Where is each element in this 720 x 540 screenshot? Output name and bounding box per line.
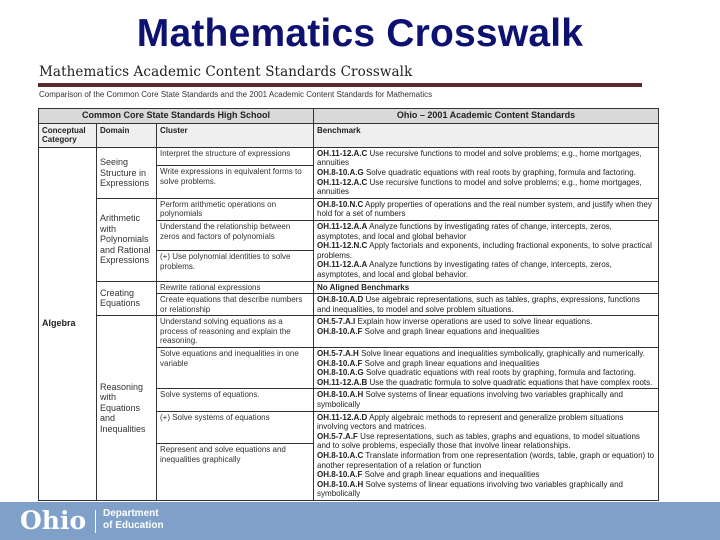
benchmark-text: Translate information from one representation (words, table, graph or equation) to another representation of a relation or function [317, 451, 655, 470]
crosswalk-document [38, 64, 658, 499]
table-row [39, 147, 659, 165]
benchmark-item [317, 359, 655, 369]
benchmark-code: OH.8-10.N.C [317, 199, 364, 209]
benchmark-code: OH.8-10.A.H [317, 390, 364, 400]
cluster-cell: (+) Use polynomial identities to solve problems. [157, 251, 314, 281]
benchmark-item [317, 470, 655, 480]
benchmark-cell [314, 220, 659, 281]
benchmark-cell [314, 281, 659, 294]
benchmark-item [317, 178, 655, 197]
benchmark-item [317, 241, 655, 260]
benchmark-code: OH.11-12.N.C [317, 241, 368, 251]
benchmark-text: No Aligned Benchmarks [317, 282, 410, 292]
logo-divider [95, 510, 96, 533]
table-body [39, 147, 659, 500]
benchmark-item [317, 327, 655, 337]
benchmark-item [317, 295, 655, 314]
benchmark-code: OH.8-10.A.G [317, 167, 364, 177]
cluster-cell: Rewrite rational expressions [157, 281, 314, 294]
column-header-domain: Domain [97, 123, 157, 147]
benchmark-text: Solve and graph linear equations and inequalities [364, 470, 540, 480]
benchmark-text: Use recursive functions to model and solve problems; e.g., home mortgages, annuities [317, 148, 642, 168]
cluster-cell: Perform arithmetic operations on polynomials [157, 198, 314, 220]
benchmark-text: Solve linear equations and inequalities symbolically, graphically and numerically. [361, 349, 645, 359]
benchmark-cell [314, 316, 659, 348]
benchmark-code: OH.11-12.A.B [317, 377, 368, 387]
document-subtitle: Comparison of the Common Core State Standards and the 2001 Academic Content Standards for Mathematics [39, 90, 433, 99]
cluster-cell: Understand the relationship between zeros and factors of polynomials [157, 220, 314, 250]
benchmark-item [317, 317, 655, 327]
ohio-logo: Ohio [20, 506, 87, 535]
table-row [39, 198, 659, 220]
benchmark-text: Solve systems of linear equations involving two variables graphically and symbolically [317, 390, 623, 410]
domain-cell: Reasoning with Equations and Inequalities [97, 316, 157, 501]
cluster-cell: (+) Solve systems of equations [157, 411, 314, 443]
group-header-ohio: Ohio – 2001 Academic Content Standards [314, 109, 659, 124]
benchmark-item [317, 200, 655, 219]
benchmark-item [317, 168, 655, 178]
benchmark-item [317, 480, 655, 499]
benchmark-code: OH.11-12.A.C [317, 148, 368, 158]
benchmark-code: OH.11-12.A.C [317, 177, 368, 187]
cluster-cell: Solve equations and inequalities in one variable [157, 348, 314, 389]
document-title: Mathematics Academic Content Standards Crosswalk [39, 64, 413, 80]
benchmark-code: OH.5-7.A.F [317, 431, 358, 441]
benchmark-cell [314, 147, 659, 198]
benchmark-item [317, 413, 655, 432]
benchmark-code: OH.8-10.A.D [317, 295, 364, 305]
benchmark-item [317, 260, 655, 279]
benchmark-text: Apply factorials and exponents, including fractional exponents, to solve practical problems. [317, 241, 652, 260]
benchmark-text: Solve systems of linear equations involving two variables graphically and symbolically [317, 479, 623, 499]
title-rule [38, 83, 642, 87]
benchmark-code: OH.5-7.A.I [317, 317, 356, 327]
benchmark-cell [314, 294, 659, 316]
domain-cell: Seeing Structure in Expressions [97, 147, 157, 198]
benchmark-text: Apply properties of operations and the real number system, and justify when they hold for a set of numbers [317, 199, 652, 219]
benchmark-text: Analyze functions by investigating rates of change, intercepts, zeros, asymptotes, and local and global behavior. [317, 260, 612, 279]
benchmark-item [317, 149, 655, 168]
slide-title: Mathematics Crosswalk [136, 12, 584, 55]
benchmark-text: Use algebraic representations, such as tables, graphs, expressions, functions and inequalities, to model and solve problem situations. [317, 295, 640, 314]
benchmark-code: OH.5-7.A.H [317, 349, 359, 359]
benchmark-code: OH.8-10.A.H [317, 479, 364, 489]
benchmark-code: OH.8-10.A.F [317, 470, 363, 480]
benchmark-text: Use representations, such as tables, graphs and equations, to model situations and to solve problems, especially those that involve linear relationships. [317, 431, 640, 451]
benchmark-item [317, 368, 655, 378]
benchmark-text: Analyze functions by investigating rates of change, intercepts, zeros, asymptotes, and local and global behavior [317, 221, 612, 241]
benchmark-item [317, 283, 655, 293]
benchmark-cell [314, 198, 659, 220]
benchmark-cell [314, 411, 659, 500]
department-name: Department of Education [103, 508, 164, 531]
benchmark-code: OH.8-10.A.C [317, 451, 364, 460]
cluster-cell: Interpret the structure of expressions [157, 147, 314, 165]
category-cell: Algebra [39, 147, 97, 500]
footer-bar [0, 502, 720, 540]
benchmark-code: OH.11-12.A.A [317, 260, 368, 270]
benchmark-code: OH.8-10.A.G [317, 368, 364, 378]
benchmark-text: Solve quadratic equations with real roots by graphing, formula and factoring. [365, 368, 636, 378]
benchmark-cell [314, 348, 659, 389]
benchmark-code: OH.11-12.A.D [317, 412, 368, 422]
benchmark-text: Use the quadratic formula to solve quadratic equations that have complex roots. [369, 377, 653, 387]
column-header-benchmark: Benchmark [314, 123, 659, 147]
table-row [39, 316, 659, 348]
benchmark-item [317, 432, 655, 451]
domain-cell: Arithmetic with Polynomials and Rational Expressions [97, 198, 157, 281]
benchmark-text: Use recursive functions to model and solve problems; e.g., home mortgages, annuities [317, 177, 642, 197]
benchmark-text: Solve and graph linear equations and inequalities [364, 358, 540, 368]
column-header-category: Conceptual Category [39, 123, 97, 147]
benchmark-item [317, 390, 655, 409]
benchmark-item [317, 378, 655, 388]
table-row [39, 281, 659, 294]
benchmark-cell [314, 389, 659, 411]
benchmark-text: Solve quadratic equations with real roots by graphing, formula and factoring. [365, 167, 636, 177]
benchmark-text: Apply algebraic methods to represent and generalize problem situations involving vectors and matrices. [317, 412, 624, 432]
cluster-cell: Solve systems of equations. [157, 389, 314, 411]
domain-cell: Creating Equations [97, 281, 157, 316]
benchmark-item [317, 451, 655, 470]
column-header-cluster: Cluster [157, 123, 314, 147]
benchmark-code: OH.11-12.A.A [317, 221, 368, 231]
benchmark-item [317, 349, 655, 359]
benchmark-code: OH.8-10.A.F [317, 358, 363, 368]
benchmark-text: Explain how inverse operations are used to solve linear equations. [357, 317, 593, 327]
crosswalk-table [38, 108, 659, 501]
benchmark-code: OH.8-10.A.F [317, 326, 363, 336]
benchmark-text: Solve and graph linear equations and inequalities [364, 326, 540, 336]
cluster-cell: Understand solving equations as a process of reasoning and explain the reasoning. [157, 316, 314, 348]
cluster-cell: Create equations that describe numbers or relationship [157, 294, 314, 316]
cluster-cell: Write expressions in equivalent forms to solve problems. [157, 166, 314, 199]
group-header-ccss: Common Core State Standards High School [39, 109, 314, 124]
benchmark-item [317, 222, 655, 241]
cluster-cell: Represent and solve equations and inequalities graphically [157, 443, 314, 500]
